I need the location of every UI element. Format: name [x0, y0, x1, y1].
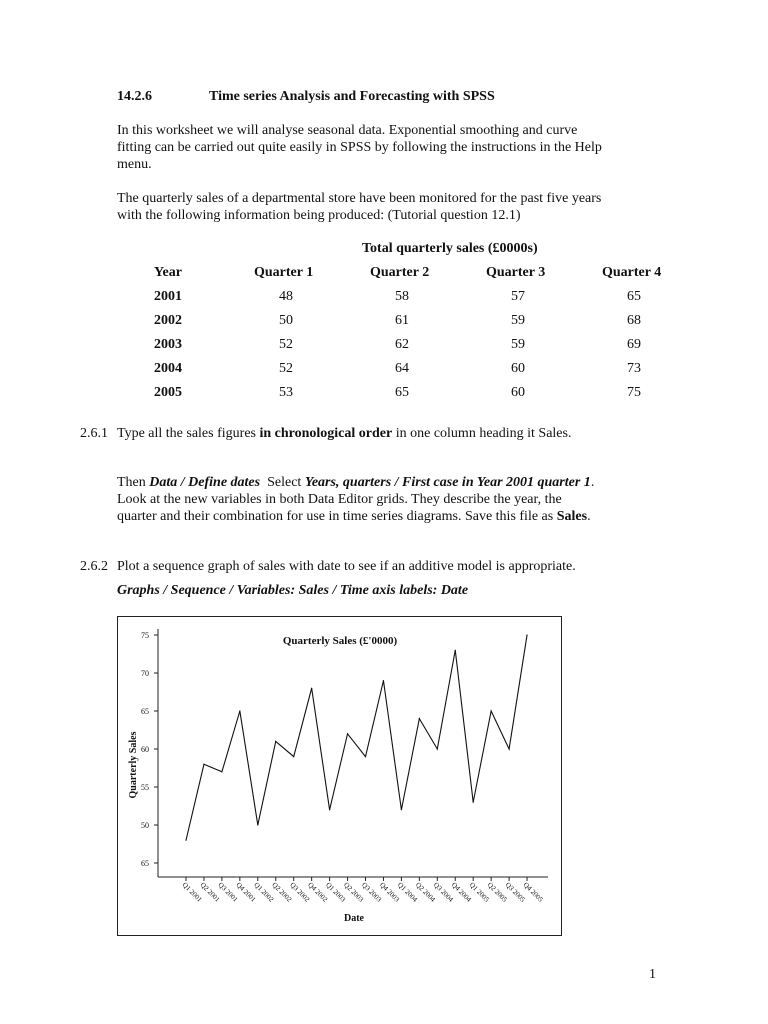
x-tick-label: Q4 2004 — [449, 880, 473, 904]
then-menu-path: Data / Define dates — [149, 475, 261, 490]
intro-line-3: menu. — [117, 157, 152, 172]
section-number: 14.2.6 — [117, 89, 152, 104]
table-cell: 60 — [511, 361, 525, 376]
x-tick-label: Q2 2001 — [198, 880, 222, 904]
data-point — [239, 710, 240, 711]
x-tick-label: Q3 2003 — [360, 880, 383, 904]
chart-y-label: Quarterly Sales — [128, 731, 139, 799]
table-year: 2001 — [154, 289, 182, 304]
x-tick-label: Q3 2004 — [431, 880, 455, 904]
data-point — [203, 764, 204, 765]
table-header-q1: Quarter 1 — [254, 265, 314, 280]
then-line-2: Look at the new variables in both Data Editor grids. They describe the year, the — [117, 492, 562, 507]
data-point — [221, 771, 222, 772]
chart-frame — [117, 616, 562, 936]
x-tick-label: Q2 2005 — [485, 880, 509, 904]
x-tick-label: Q1 2002 — [252, 880, 276, 904]
then-line-1 — [117, 474, 594, 491]
table-cell: 60 — [511, 385, 525, 400]
step-1-text-a: Type all the sales figures — [117, 426, 260, 441]
x-tick-label: Q2 2003 — [342, 880, 365, 904]
y-tick-label: 65 — [141, 707, 149, 716]
table-cell: 65 — [627, 289, 641, 304]
table-caption: Total quarterly sales (£0000s) — [362, 241, 538, 256]
x-tick-label: Q2 2004 — [413, 880, 437, 904]
section-title: Time series Analysis and Forecasting with SPSS — [209, 89, 495, 104]
y-tick-label: 75 — [141, 631, 149, 640]
table-cell: 61 — [395, 313, 409, 328]
x-tick-label: Q3 2001 — [216, 880, 240, 904]
then-end: . — [590, 475, 595, 490]
table-year: 2005 — [154, 385, 182, 400]
description-line-1: The quarterly sales of a departmental store have been monitored for the past five years — [117, 191, 602, 206]
table-cell: 69 — [627, 337, 641, 352]
x-tick-label: Q1 2005 — [467, 880, 491, 904]
table-cell: 75 — [627, 385, 641, 400]
step-2-number: 2.6.2 — [80, 559, 108, 574]
step-2-text: Plot a sequence graph of sales with date to see if an additive model is appropriate. — [117, 559, 576, 574]
table-year: 2002 — [154, 313, 182, 328]
table-header-q2: Quarter 2 — [370, 265, 430, 280]
data-point — [455, 650, 456, 651]
y-tick-label: 70 — [141, 669, 149, 678]
table-cell: 68 — [627, 313, 641, 328]
data-point — [293, 756, 294, 757]
x-tick-label: Q1 2001 — [180, 880, 204, 904]
x-tick-label: Q4 2003 — [378, 880, 401, 904]
then-line-3-end: . — [587, 509, 591, 524]
x-tick-label: Q2 2002 — [270, 880, 294, 904]
table-cell: 65 — [395, 385, 409, 400]
sales-series-line — [186, 635, 527, 840]
data-point — [185, 840, 186, 841]
table-cell: 59 — [511, 313, 525, 328]
data-point — [401, 809, 402, 810]
intro-line-2: fitting can be carried out quite easily in SPSS by following the instructions in the Help — [117, 140, 602, 155]
then-select-path: Years, quarters / First case in Year 2001 quarter 1 — [304, 475, 591, 490]
x-tick-label: Q4 2001 — [234, 880, 258, 904]
table-year: 2004 — [154, 361, 182, 376]
x-tick-label: Q3 2005 — [503, 880, 527, 904]
y-axis-ticks — [141, 631, 158, 868]
data-point — [491, 710, 492, 711]
then-file-name: Sales — [556, 509, 588, 524]
table-cell: 58 — [395, 289, 409, 304]
data-point — [311, 688, 312, 689]
table-cell: 53 — [279, 385, 293, 400]
table-cell: 57 — [511, 289, 525, 304]
step-1-text-b: in one column heading it Sales. — [392, 426, 572, 441]
page-number: 1 — [649, 967, 656, 982]
data-point — [257, 824, 258, 825]
x-tick-label: Q1 2004 — [395, 880, 419, 904]
data-point — [347, 733, 348, 734]
table-cell: 62 — [395, 337, 409, 352]
table-header-year: Year — [154, 265, 182, 280]
data-point — [437, 748, 438, 749]
sales-series-points — [185, 634, 527, 840]
chart-title: Quarterly Sales (£'0000) — [282, 635, 398, 647]
y-tick-label: 50 — [141, 821, 149, 830]
y-tick-label: 60 — [141, 745, 149, 754]
step-1-number: 2.6.1 — [80, 426, 108, 441]
data-point — [275, 741, 276, 742]
data-point — [419, 718, 420, 719]
then-line-3-text: quarter and their combination for use in time series diagrams. Save this file as — [117, 509, 557, 524]
section-heading — [117, 88, 495, 105]
then-line-3 — [117, 508, 591, 525]
x-axis-ticks — [181, 877, 545, 904]
table-cell: 59 — [511, 337, 525, 352]
table-cell: 52 — [279, 337, 293, 352]
data-point — [509, 748, 510, 749]
table-cell: 50 — [279, 313, 293, 328]
data-point — [526, 634, 527, 635]
then-mid: Select — [260, 475, 305, 490]
y-tick-label: 65 — [141, 859, 149, 868]
step-1-text — [117, 425, 571, 442]
sales-line-chart — [118, 617, 561, 935]
x-tick-label: Q1 2003 — [324, 880, 348, 904]
table-year: 2003 — [154, 337, 182, 352]
table-cell: 52 — [279, 361, 293, 376]
table-cell: 64 — [395, 361, 409, 376]
data-point — [383, 680, 384, 681]
chart-x-label: Date — [344, 913, 364, 924]
data-point — [329, 809, 330, 810]
table-cell: 73 — [627, 361, 641, 376]
table-header-q4: Quarter 4 — [602, 265, 662, 280]
intro-line-1: In this worksheet we will analyse seasonal data. Exponential smoothing and curve — [117, 123, 578, 138]
x-tick-label: Q4 2005 — [521, 880, 545, 904]
y-tick-label: 55 — [141, 783, 149, 792]
data-point — [365, 756, 366, 757]
table-cell: 48 — [279, 289, 293, 304]
data-point — [473, 802, 474, 803]
table-header-q3: Quarter 3 — [486, 265, 546, 280]
step-2-instructions: Graphs / Sequence / Variables: Sales / Time axis labels: Date — [117, 583, 469, 598]
description-line-2: with the following information being produced: (Tutorial question 12.1) — [117, 208, 521, 223]
x-tick-label: Q3 2002 — [288, 880, 312, 904]
step-1-text-bold: in chronological order — [259, 426, 393, 441]
then-prefix: Then — [117, 475, 150, 490]
x-tick-label: Q4 2002 — [306, 880, 330, 904]
